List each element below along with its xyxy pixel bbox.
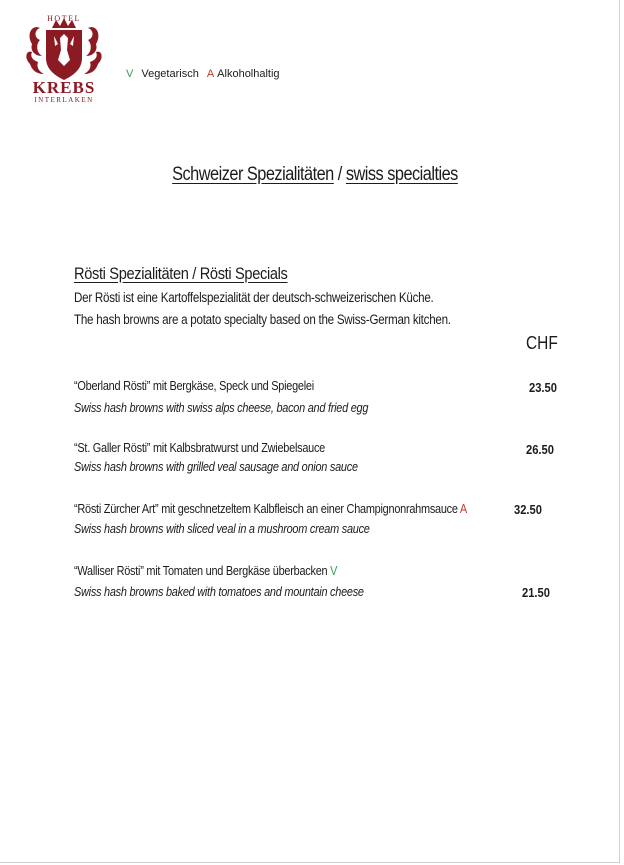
section-intro-german: Der Rösti ist eine Kartoffelspezialität der deutsch-schweizerischen Küche. xyxy=(74,290,434,305)
alcohol-mark: A xyxy=(206,68,215,80)
dish-price: 26.50 xyxy=(526,442,554,457)
dish-name-german-row xyxy=(74,501,467,516)
vegetarian-marker: V xyxy=(330,563,338,578)
page-title xyxy=(44,164,586,186)
vegetarian-label: Vegetarisch xyxy=(141,68,199,80)
dish-name-english: Swiss hash browns baked with tomatoes and mountain cheese xyxy=(74,584,364,599)
dish-name-english: Swiss hash browns with sliced veal in a mushroom cream sauce xyxy=(74,521,370,536)
dish-name-german: “Rösti Zürcher Art” mit geschnetzeltem Kalbfleisch an einer Champignonrahmsauce xyxy=(74,501,458,516)
title-german: Schweizer Spezialitäten xyxy=(172,164,334,185)
currency-header: CHF xyxy=(526,333,558,353)
logo-city-text: INTERLAKEN xyxy=(34,96,94,104)
dish-price: 23.50 xyxy=(529,380,557,395)
section-title: Rösti Spezialitäten / Rösti Specials xyxy=(74,264,288,283)
title-english: swiss specialties xyxy=(345,164,458,185)
logo-hotel-text: HOTEL xyxy=(47,14,81,23)
dish-name-german: “Walliser Rösti” mit Tomaten und Bergkäse überbacken xyxy=(74,563,328,578)
dish-name-english: Swiss hash browns with grilled veal sausage and onion sauce xyxy=(74,459,358,474)
title-separator: / xyxy=(333,164,346,185)
vegetarian-mark: V xyxy=(126,68,134,80)
legend xyxy=(126,68,280,80)
dish-name-german: “St. Galler Rösti” mit Kalbsbratwurst und Zwiebelsauce xyxy=(74,440,326,455)
alcohol-marker: A xyxy=(459,501,467,516)
alcohol-label: Alkoholhaltig xyxy=(217,68,280,80)
dish-name-german: “Oberland Rösti” mit Bergkäse, Speck und Spiegelei xyxy=(74,378,314,393)
dish-name-english: Swiss hash browns with swiss alps cheese, bacon and fried egg xyxy=(74,400,369,415)
section-intro-english: The hash browns are a potato specialty based on the Swiss-German kitchen. xyxy=(74,312,451,327)
dish-name-german-row xyxy=(74,563,337,578)
dish-price: 32.50 xyxy=(514,502,542,517)
logo-brand-name: KREBS xyxy=(32,78,96,97)
dish-price: 21.50 xyxy=(522,585,550,600)
